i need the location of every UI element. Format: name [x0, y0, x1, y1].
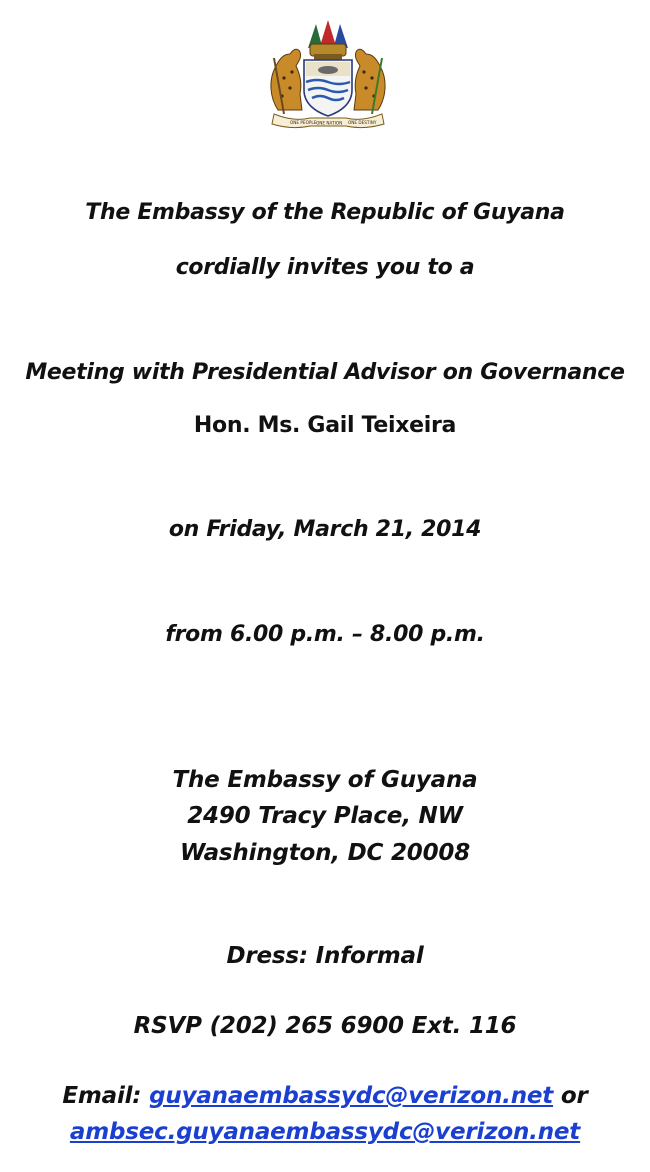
event-time: from 6.00 p.m. – 8.00 p.m. — [165, 622, 485, 647]
venue-name: The Embassy of Guyana — [172, 767, 478, 793]
email-secondary-line — [0, 1119, 650, 1145]
email-secondary-link[interactable]: ambsec.guyanaembassydc@verizon.net — [69, 1119, 581, 1145]
email-label: Email: — [62, 1083, 142, 1109]
guyana-coat-of-arms-icon — [264, 18, 392, 130]
email-line — [0, 1083, 650, 1109]
host-line: The Embassy of the Republic of Guyana — [85, 200, 565, 225]
or-text: or — [560, 1083, 588, 1109]
motto-center-text: ONE NATION — [316, 120, 343, 126]
rsvp-line: RSVP (202) 265 6900 Ext. 116 — [133, 1013, 517, 1039]
motto-left-text: ONE PEOPLE — [290, 120, 317, 125]
email-primary-link[interactable]: guyanaembassydc@verizon.net — [149, 1083, 554, 1109]
venue-city: Washington, DC 20008 — [179, 840, 471, 866]
motto-right-text: ONE DESTINY — [348, 120, 377, 125]
guest-name: Hon. Ms. Gail Teixeira — [193, 413, 457, 438]
venue-street: 2490 Tracy Place, NW — [187, 803, 463, 829]
event-date: on Friday, March 21, 2014 — [168, 517, 482, 542]
dress-code: Dress: Informal — [226, 943, 424, 969]
invite-line: cordially invites you to a — [175, 255, 475, 280]
event-title: Meeting with Presidential Advisor on Governance — [25, 360, 625, 385]
